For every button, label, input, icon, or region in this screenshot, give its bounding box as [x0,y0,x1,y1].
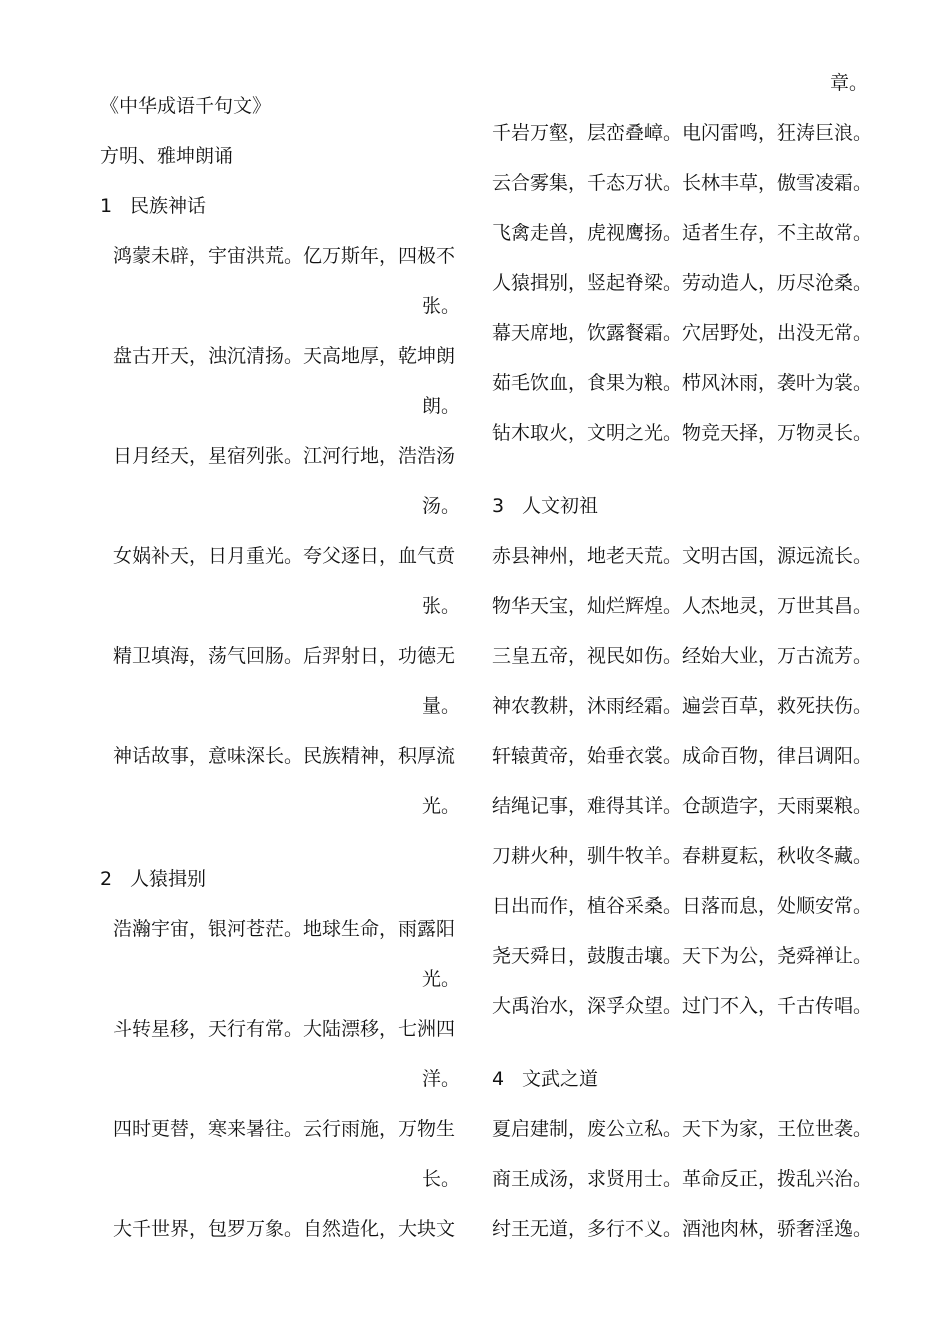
verse-line-wrap: 张。 [421,595,460,617]
verse-line-wrap: 光。 [421,795,460,817]
verse-line: 盘古开天，浊沉清扬。天高地厚，乾坤朗 [113,345,456,367]
verse-line: 千岩万壑，层峦叠嶂。电闪雷鸣，狂涛巨浪。 [492,122,873,144]
section-number: 2 [100,868,113,890]
section-number: 3 [492,495,505,517]
verse-line-wrap: 长。 [421,1168,460,1190]
verse-line: 轩辕黄帝，始垂衣裳。成命百物，律吕调阳。 [492,745,873,767]
section-heading-4 [492,1066,598,1092]
section-number: 1 [100,195,113,217]
verse-line: 纣王无道，多行不义。酒池肉林，骄奢淫逸。 [492,1218,873,1240]
verse-line: 大禹治水，深孚众望。过门不入，千古传唱。 [492,995,873,1017]
verse-line-wrap: 量。 [421,695,460,717]
section-title: 民族神话 [130,195,207,217]
verse-line: 结绳记事，难得其详。仓颉造字，天雨粟粮。 [492,795,873,817]
verse-line: 精卫填海，荡气回肠。后羿射日，功德无 [113,645,456,667]
section-number: 4 [492,1068,505,1090]
section-heading-2 [100,866,206,892]
verse-line: 尧天舜日，鼓腹击壤。天下为公，尧舜禅让。 [492,945,873,967]
section-heading-1 [100,193,206,219]
verse-line-wrap: 汤。 [421,495,460,517]
verse-line: 大千世界，包罗万象。自然造化，大块文 [113,1218,456,1240]
section-title: 人猿揖别 [130,868,207,890]
verse-line: 夏启建制，废公立私。天下为家，王位世袭。 [492,1118,873,1140]
verse-line: 云合雾集，千态万状。长林丰草，傲雪凌霜。 [492,172,873,194]
verse-line: 四时更替，寒来暑往。云行雨施，万物生 [113,1118,456,1140]
verse-line: 钻木取火，文明之光。物竞天择，万物灵长。 [492,422,873,444]
verse-line-wrap: 光。 [421,968,460,990]
verse-line: 鸿蒙未辟，宇宙洪荒。亿万斯年，四极不 [113,245,456,267]
verse-line: 人猿揖别，竖起脊梁。劳动造人，历尽沧桑。 [492,272,873,294]
verse-line: 日出而作，植谷采桑。日落而息，处顺安常。 [492,895,873,917]
verse-line: 刀耕火种，驯牛牧羊。春耕夏耘，秋收冬藏。 [492,845,873,867]
verse-line-wrap: 朗。 [421,395,460,417]
verse-line: 赤县神州，地老天荒。文明古国，源远流长。 [492,545,873,567]
reciters-line: 方明、雅坤朗诵 [100,145,234,167]
verse-line-wrap: 洋。 [421,1068,460,1090]
verse-line-wrap: 张。 [421,295,460,317]
verse-line: 物华天宝，灿烂辉煌。人杰地灵，万世其昌。 [492,595,873,617]
section-title: 人文初祖 [522,495,599,517]
verse-line-wrap: 章。 [829,72,868,94]
verse-line: 女娲补天，日月重光。夸父逐日，血气贲 [113,545,456,567]
verse-line: 商王成汤，求贤用士。革命反正，拨乱兴治。 [492,1168,873,1190]
document-title: 《中华成语千句文》 [100,95,272,117]
verse-line: 神农教耕，沐雨经霜。遍尝百草，救死扶伤。 [492,695,873,717]
verse-line: 日月经天，星宿列张。江河行地，浩浩汤 [113,445,456,467]
section-title: 文武之道 [522,1068,599,1090]
verse-line: 三皇五帝，视民如伤。经始大业，万古流芳。 [492,645,873,667]
verse-line: 浩瀚宇宙，银河苍茫。地球生命，雨露阳 [113,918,456,940]
verse-line: 茹毛饮血，食果为粮。栉风沐雨，袭叶为裳。 [492,372,873,394]
section-heading-3 [492,493,598,519]
verse-line: 幕天席地，饮露餐霜。穴居野处，出没无常。 [492,322,873,344]
verse-line: 飞禽走兽，虎视鹰扬。适者生存，不主故常。 [492,222,873,244]
verse-line: 斗转星移，天行有常。大陆漂移，七洲四 [113,1018,456,1040]
verse-line: 神话故事，意味深长。民族精神，积厚流 [113,745,456,767]
